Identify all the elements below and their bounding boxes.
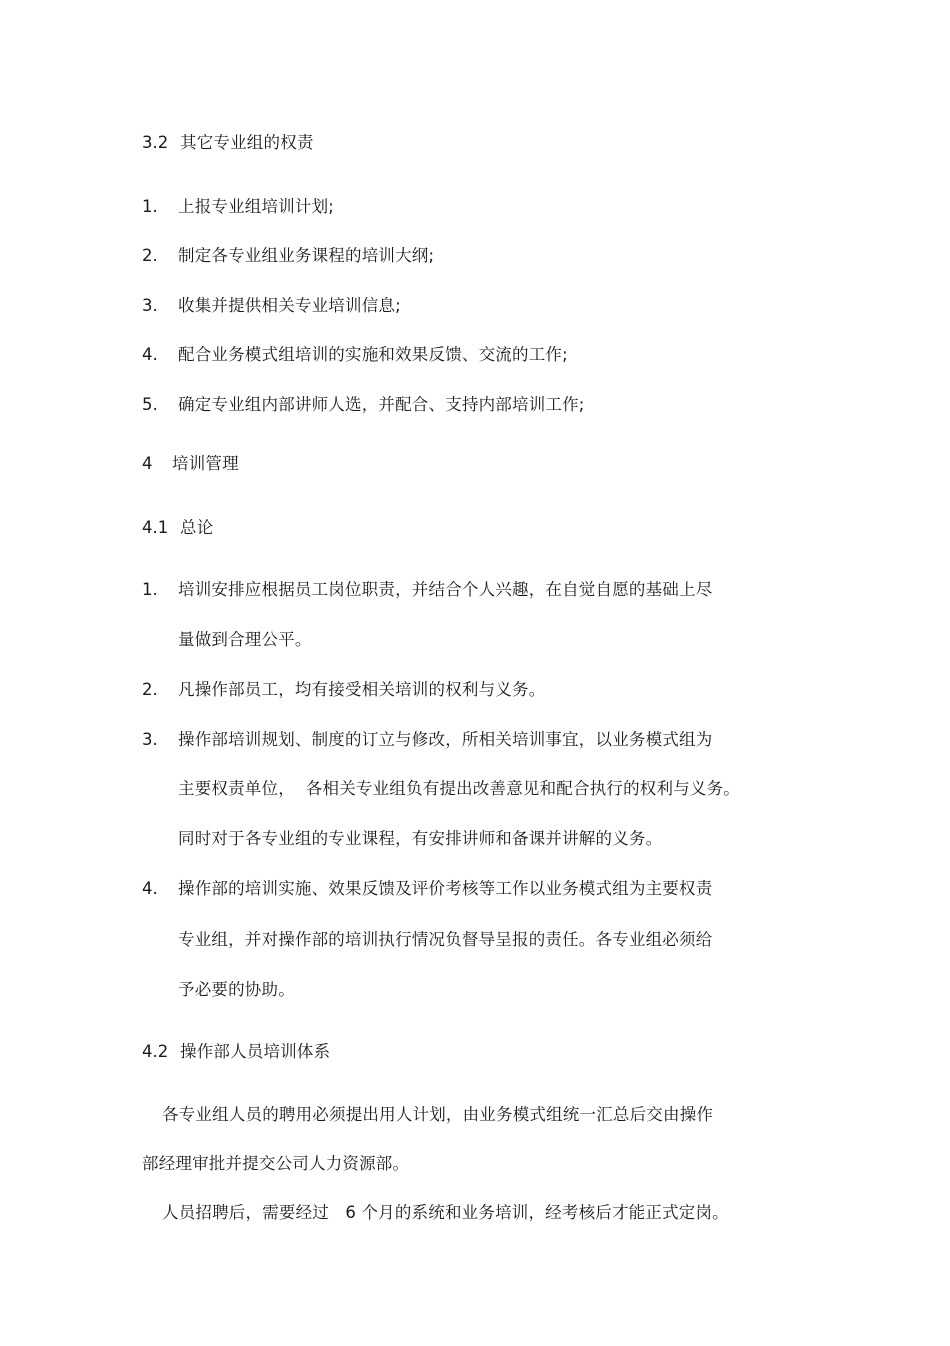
list-item-text: 培训安排应根据员工岗位职责，并结合个人兴趣，在自觉自愿的基础上尽 (178, 580, 713, 599)
list-item-number: 5. (142, 395, 158, 414)
paragraph-line: 人员招聘后，需要经过 6 个月的系统和业务培训，经考核后才能正式定岗。 (162, 1203, 729, 1222)
list-item-text: 量做到合理公平。 (178, 630, 312, 649)
list-item-text: 凡操作部员工，均有接受相关培训的权利与义务。 (178, 680, 546, 699)
list-item-text: 配合业务模式组培训的实施和效果反馈、交流的工作; (178, 345, 568, 364)
list-item-text: 上报专业组培训计划; (178, 197, 335, 216)
section-4-2-title: 操作部人员培训体系 (180, 1042, 331, 1061)
list-item-number: 1. (142, 197, 158, 216)
section-3-2-number: 3.2 (142, 133, 169, 152)
section-4-title: 培训管理 (172, 454, 239, 473)
list-item-number: 4. (142, 345, 158, 364)
section-4-number: 4 (142, 454, 153, 473)
list-item-text: 制定各专业组业务课程的培训大纲; (178, 246, 435, 265)
list-item-text: 收集并提供相关专业培训信息; (178, 296, 401, 315)
section-4-1-number: 4.1 (142, 518, 169, 537)
list-item-number: 4. (142, 879, 158, 898)
paragraph-line: 各专业组人员的聘用必须提出用人计划，由业务模式组统一汇总后交由操作 (162, 1105, 714, 1124)
list-item-text: 主要权责单位， 各相关专业组负有提出改善意见和配合执行的权利与义务。 (178, 779, 740, 798)
list-item-text: 操作部的培训实施、效果反馈及评价考核等工作以业务模式组为主要权责 (178, 879, 713, 898)
list-item-number: 3. (142, 296, 158, 315)
section-4-2-number: 4.2 (142, 1042, 169, 1061)
section-3-2-title: 其它专业组的权责 (180, 133, 314, 152)
list-item-number: 3. (142, 730, 158, 749)
list-item-number: 2. (142, 246, 158, 265)
section-4-1-title: 总论 (180, 518, 214, 537)
list-item-text: 操作部培训规划、制度的订立与修改，所相关培训事宜，以业务模式组为 (178, 730, 713, 749)
list-item-text: 予必要的协助。 (178, 980, 295, 999)
list-item-text: 同时对于各专业组的专业课程，有安排讲师和备课并讲解的义务。 (178, 829, 663, 848)
list-item-number: 2. (142, 680, 158, 699)
paragraph-line: 部经理审批并提交公司人力资源部。 (142, 1154, 410, 1173)
list-item-text: 确定专业组内部讲师人选，并配合、支持内部培训工作; (178, 395, 585, 414)
list-item-text: 专业组，并对操作部的培训执行情况负督导呈报的责任。各专业组必须给 (178, 930, 713, 949)
list-item-number: 1. (142, 580, 158, 599)
